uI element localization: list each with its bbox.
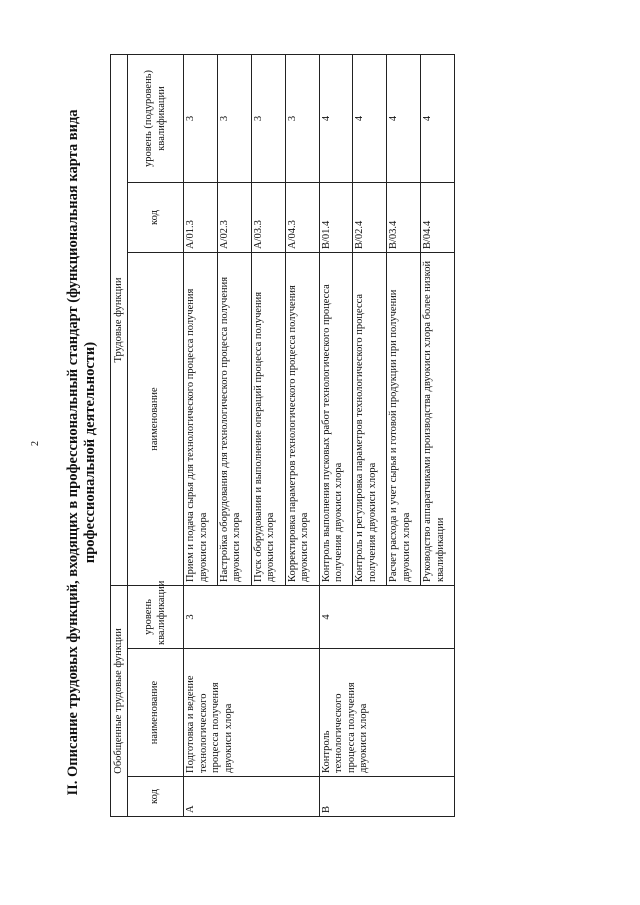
header-row-groups — [111, 54, 128, 816]
header-name: наименование — [128, 649, 184, 777]
function-level-cell: 4 — [353, 54, 387, 182]
page-number: 2 — [30, 441, 41, 446]
heading-line-2: профессиональной деятельности) — [82, 341, 98, 564]
header-qualification-level: уровень квалификации — [128, 586, 184, 649]
function-level-cell: 3 — [184, 54, 218, 182]
function-name-cell: Прием и подача сырья для технологического процесса получения двуокиси хлора — [184, 253, 218, 586]
function-level-cell: 4 — [421, 54, 455, 182]
function-code-cell: A/01.3 — [184, 183, 218, 253]
header-labor-code: код — [128, 183, 184, 253]
header-code: код — [128, 777, 184, 817]
labor-functions-table — [110, 54, 455, 817]
header-generalized-functions: Обобщенные трудовые функции — [111, 586, 128, 817]
function-code-cell: A/04.3 — [285, 183, 319, 253]
heading-line-1: II. Описание трудовых функций, входящих в профессиональный стандарт (функциональная карта вида — [65, 109, 81, 796]
header-labor-qualification: уровень (подуровень) квалификации — [128, 54, 184, 182]
header-row-columns — [128, 54, 184, 816]
function-code-cell: B/01.4 — [319, 183, 353, 253]
group-code-cell: А — [184, 777, 320, 817]
function-level-cell: 3 — [251, 54, 285, 182]
function-name-cell: Контроль выполнения пусковых работ технологического процесса получения двуокиси хлора — [319, 253, 353, 586]
function-name-cell: Руководство аппаратчиками производства двуокиси хлора более низкой квалификации — [421, 253, 455, 586]
function-code-cell: A/03.3 — [251, 183, 285, 253]
table-row — [319, 54, 353, 816]
function-level-cell: 3 — [217, 54, 251, 182]
function-level-cell: 4 — [319, 54, 353, 182]
function-code-cell: A/02.3 — [217, 183, 251, 253]
table-row — [184, 54, 218, 816]
function-code-cell: B/03.4 — [387, 183, 421, 253]
group-name-cell: Контроль технологического процесса получения двуокиси хлора — [319, 649, 455, 777]
function-level-cell: 3 — [285, 54, 319, 182]
rotated-page-content — [65, 55, 625, 850]
group-name-cell: Подготовка и ведение технологического процесса получения двуокиси хлора — [184, 649, 320, 777]
group-level-cell: 4 — [319, 586, 455, 649]
function-code-cell: B/04.4 — [421, 183, 455, 253]
group-level-cell: 3 — [184, 586, 320, 649]
function-code-cell: B/02.4 — [353, 183, 387, 253]
function-name-cell: Контроль и регулировка параметров технологического процесса получения двуокиси хлора — [353, 253, 387, 586]
function-name-cell: Корректировка параметров технологического процесса получения двуокиси хлора — [285, 253, 319, 586]
group-code-cell: В — [319, 777, 455, 817]
function-name-cell: Расчет расхода и учет сырья и готовой продукции при получении двуокиси хлора — [387, 253, 421, 586]
header-labor-name: наименование — [128, 253, 184, 586]
function-name-cell: Пуск оборудования и выполнение операций процесса получения двуокиси хлора — [251, 253, 285, 586]
function-name-cell: Настройка оборудования для технологического процесса получения двуокиси хлора — [217, 253, 251, 586]
section-heading — [65, 55, 99, 850]
header-labor-functions: Трудовые функции — [111, 54, 128, 585]
function-level-cell: 4 — [387, 54, 421, 182]
